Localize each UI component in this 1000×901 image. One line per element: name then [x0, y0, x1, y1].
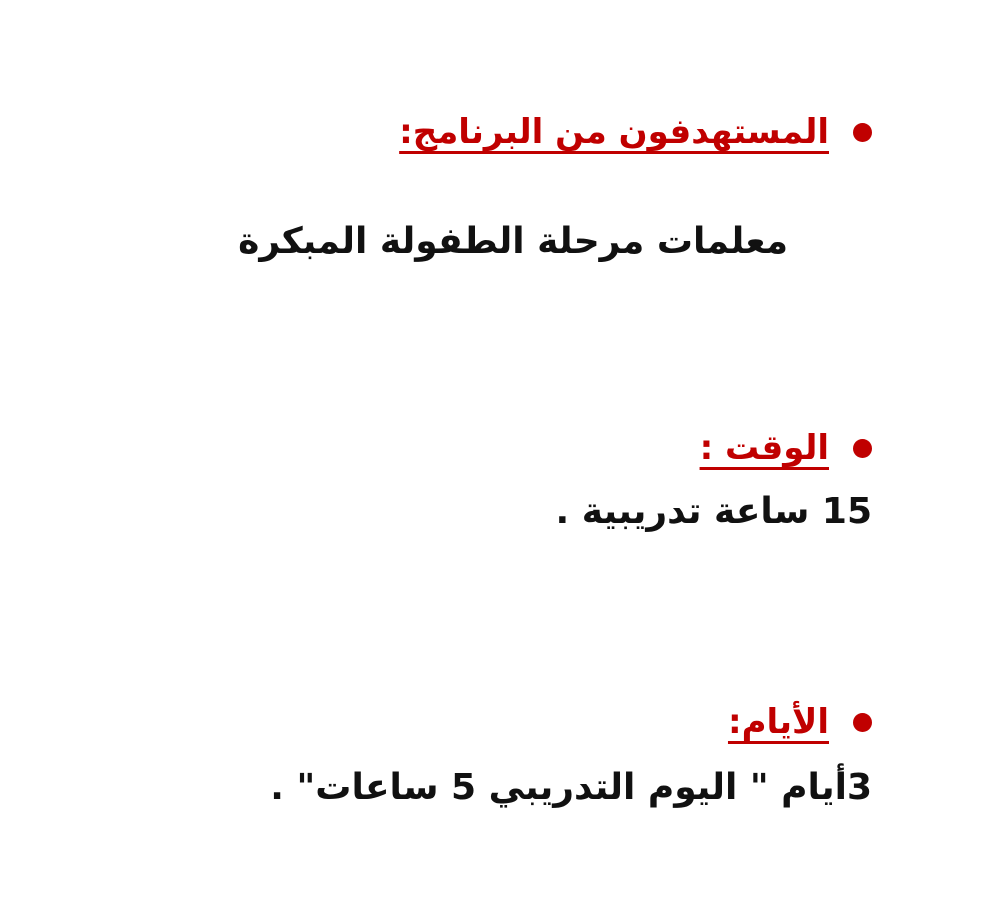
bullet-icon: [853, 123, 872, 142]
section-heading: [399, 112, 872, 153]
bullet-icon: [853, 439, 872, 458]
heading-time: الوقت :: [699, 428, 829, 468]
bullet-icon: [853, 713, 872, 732]
days-text: 3أيام " اليوم التدريبي 5 ساعات" .: [270, 767, 872, 808]
section-heading: [728, 702, 872, 743]
section-heading: [700, 428, 872, 469]
time-text: 15 ساعة تدريبية .: [555, 491, 872, 532]
target-audience-text: معلمات مرحلة الطفولة المبكرة: [238, 221, 788, 262]
heading-target-audience: المستهدفون من البرنامج:: [399, 112, 829, 152]
heading-days: الأيام:: [727, 702, 829, 742]
